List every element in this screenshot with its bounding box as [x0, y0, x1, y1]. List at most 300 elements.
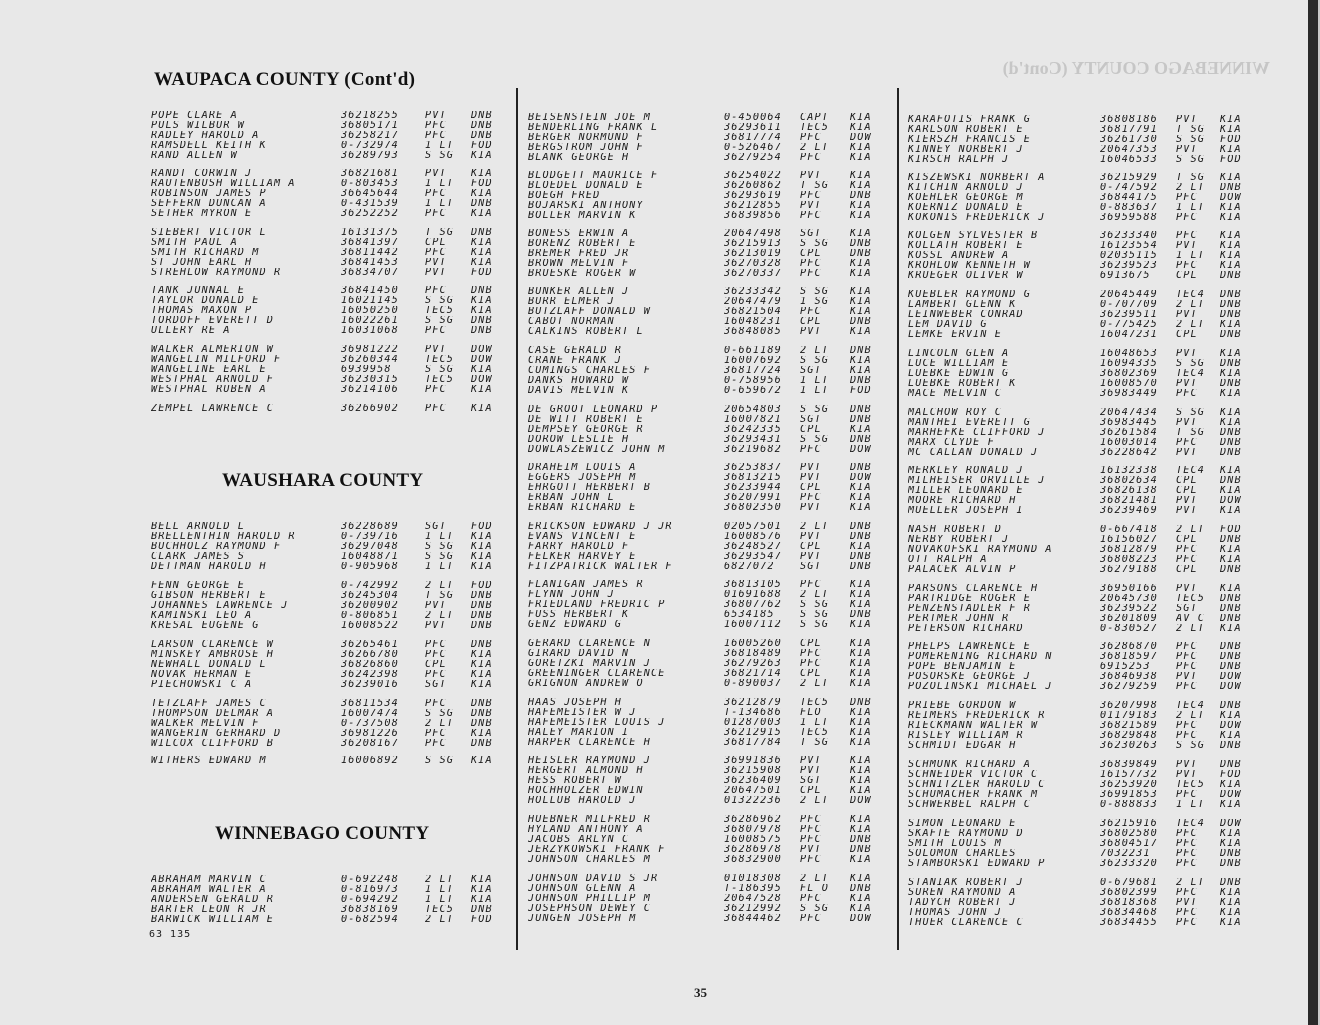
entry-service-number: 36261584 — [1100, 427, 1158, 438]
entry-service-number: 36230315 — [341, 374, 399, 385]
entry-name: DE WITT ROBERT E — [528, 414, 644, 425]
entry-status: KIA — [850, 815, 872, 825]
roster-entry — [528, 718, 882, 728]
entry-name: HALEY MARION I — [528, 727, 630, 738]
entry-status: KIA — [1220, 349, 1242, 359]
entry-status: KIA — [850, 785, 872, 796]
entry-name: POZOLINSKI MICHAEL J — [908, 681, 1053, 692]
entry-rank: PFC — [800, 834, 822, 845]
roster-entry — [151, 258, 503, 268]
entry-status: KIA — [1220, 828, 1242, 839]
entry-status: DNB — [471, 228, 493, 238]
entry-service-number: 36270328 — [724, 258, 782, 269]
entry-rank: PFC — [425, 325, 447, 336]
roster-entry — [151, 385, 503, 395]
roster-entry — [908, 486, 1252, 496]
roster-entry — [528, 317, 882, 327]
entry-rank: CPL — [800, 541, 822, 552]
entry-rank: PFC — [425, 669, 447, 680]
roster-entry — [151, 601, 503, 611]
roster-entry — [151, 562, 503, 572]
entry-service-number: 36293431 — [724, 434, 782, 445]
entry-name: LUEBKE EDWIN G — [908, 368, 1010, 379]
entry-service-number: 36279259 — [1100, 681, 1158, 692]
entry-status: KIA — [850, 113, 872, 123]
entry-service-number: 0-775425 — [1100, 319, 1158, 330]
roster-entry — [528, 894, 882, 904]
entry-service-number: 36812879 — [1100, 544, 1158, 555]
entry-service-number: 36207991 — [724, 492, 782, 503]
entry-status: KIA — [850, 599, 872, 610]
entry-name: SIMON LEONARD E — [908, 819, 1017, 829]
entry-service-number: 36261730 — [1100, 134, 1158, 145]
entry-status: DNB — [1220, 427, 1242, 438]
entry-service-number: 36804517 — [1100, 838, 1158, 849]
entry-status: DOW — [1220, 671, 1242, 682]
roster-entry — [528, 874, 882, 884]
entry-service-number: 16131375 — [341, 228, 399, 238]
entry-status: DNB — [850, 405, 872, 415]
entry-name: STANIAK ROBERT J — [908, 878, 1024, 888]
entry-name: BROWN MELVIN F — [528, 258, 630, 269]
roster-entry — [151, 326, 503, 336]
entry-status: DNB — [850, 190, 872, 201]
roster-entry — [908, 231, 1252, 241]
roster-entry — [151, 542, 503, 552]
entry-service-number: 36841453 — [341, 257, 399, 268]
entry-status: KIA — [1220, 231, 1242, 241]
entry-status: DOW — [1220, 681, 1242, 692]
roster-entry — [528, 473, 882, 483]
entry-name: SCHNEIDER VICTOR C — [908, 769, 1039, 780]
entry-service-number: 36215916 — [1100, 819, 1158, 829]
entry-service-number: 36807762 — [724, 599, 782, 610]
entry-service-number: 36266780 — [341, 649, 399, 660]
entry-status: DNB — [471, 286, 493, 296]
entry-status: DNB — [850, 316, 872, 327]
entry-name: WESTPHAL RUBEN A — [151, 384, 267, 395]
entry-status: DNB — [1220, 534, 1242, 545]
entry-rank: S SG — [1176, 154, 1205, 165]
entry-status: KIA — [850, 824, 872, 835]
entry-status: KIA — [1220, 779, 1242, 790]
entry-status: KIA — [1220, 907, 1242, 918]
entry-status: KIA — [1220, 505, 1242, 516]
roster-entry — [151, 316, 503, 326]
roster-entry — [528, 493, 882, 503]
entry-group — [908, 584, 1252, 633]
entry-status: DNB — [850, 531, 872, 542]
entry-rank: PFC — [1176, 789, 1198, 800]
entry-service-number: 36286978 — [724, 844, 782, 855]
roster-entry — [528, 249, 882, 259]
roster-entry — [528, 835, 882, 845]
roster-entry — [908, 261, 1252, 271]
entry-service-number: 36293619 — [724, 190, 782, 201]
entry-rank: SGT — [1176, 603, 1198, 614]
roster-entry — [151, 179, 503, 189]
entry-service-number: 36208167 — [341, 738, 399, 749]
entry-status: KIA — [471, 237, 493, 248]
roster-entry — [151, 719, 503, 729]
entry-service-number: 16005260 — [724, 639, 782, 649]
roster-entry — [528, 659, 882, 669]
entry-status: KIA — [471, 404, 493, 414]
entry-service-number: 36821589 — [1100, 720, 1158, 731]
entry-rank: PVT — [800, 756, 822, 766]
entry-service-number: 6827072 — [724, 561, 775, 572]
roster-entry — [528, 610, 882, 620]
roster-entry — [151, 111, 503, 121]
entry-group — [528, 874, 882, 923]
entry-group — [528, 463, 882, 512]
entry-service-number: 36233944 — [724, 482, 782, 493]
entry-name: POSORSKE GEORGE J — [908, 671, 1031, 682]
entry-rank: PFC — [1176, 858, 1198, 869]
entry-rank: 1 SG — [800, 296, 829, 307]
roster-entry — [908, 898, 1252, 908]
entry-rank: 2 LT — [800, 346, 829, 356]
entry-rank: 2 LT — [800, 874, 829, 884]
entry-rank: PFC — [800, 913, 822, 924]
entry-status: DNB — [850, 463, 872, 473]
entry-status: DNB — [850, 834, 872, 845]
entry-name: HOCHHOLZER EDWIN — [528, 785, 644, 796]
entry-status: DNB — [1220, 858, 1242, 869]
entry-name: BREMER FRED JR — [528, 248, 630, 259]
entry-name: POMERENING RICHARD N — [908, 651, 1053, 662]
roster-entry — [151, 141, 503, 151]
roster-entry — [528, 669, 882, 679]
bleed-through-heading: WINNEBAGO COUNTY (Cont'd) — [1002, 58, 1270, 78]
entry-service-number: 36215908 — [724, 765, 782, 776]
entry-status: DOW — [1220, 789, 1242, 800]
entry-service-number: 36645644 — [341, 188, 399, 199]
entry-rank: S SG — [425, 364, 454, 375]
entry-rank: PVT — [800, 171, 822, 181]
roster-entry — [528, 542, 882, 552]
entry-name: NEWHALL DONALD L — [151, 659, 267, 670]
entry-rank: 2 LT — [1176, 878, 1205, 888]
entry-rank: PFC — [800, 306, 822, 317]
roster-entry — [528, 239, 882, 249]
entry-service-number: 36212992 — [724, 903, 782, 914]
entry-name: HESS ROBERT W — [528, 775, 623, 786]
entry-service-number: 16047231 — [1100, 329, 1158, 340]
entry-group — [528, 815, 882, 864]
roster-entry — [151, 121, 503, 131]
roster-entry — [908, 888, 1252, 898]
entry-name: HUEBNER MILFRED R — [528, 815, 651, 825]
entry-name: ANDERSEN GERALD R — [151, 894, 274, 905]
roster-entry — [908, 918, 1252, 928]
entry-status: KIA — [850, 229, 872, 239]
entry-service-number: 0-526467 — [724, 142, 782, 153]
entry-status: KIA — [1220, 554, 1242, 565]
entry-name: REIMERS FREDERICK R — [908, 710, 1046, 721]
entry-service-number: 36254022 — [724, 171, 782, 181]
entry-name: KOERNIZ DONALD E — [908, 202, 1024, 213]
roster-entry — [908, 135, 1252, 145]
roster-entry — [151, 248, 503, 258]
entry-name: ROBINSON JAMES P — [151, 188, 267, 199]
entry-name: KOLGEN SYLVESTER B — [908, 231, 1039, 241]
entry-rank: PFC — [800, 444, 822, 455]
roster-entry — [908, 565, 1252, 575]
roster-entry — [528, 738, 882, 748]
entry-name: BORENZ ROBERT E — [528, 238, 637, 249]
entry-status: KIA — [1220, 202, 1242, 213]
entry-status: DNB — [471, 325, 493, 336]
roster-entry — [528, 297, 882, 307]
entry-name: NOVAK HERMAN E — [151, 669, 253, 680]
entry-service-number: 36811442 — [341, 247, 399, 258]
entry-rank: CPL — [1176, 485, 1198, 496]
entry-rank: S SG — [800, 287, 829, 297]
roster-entry — [151, 522, 503, 532]
entry-group — [151, 522, 503, 571]
entry-rank: 2 LT — [425, 718, 454, 729]
entry-name: JACOBS ARLYN C — [528, 834, 630, 845]
entry-name: KITCHIN ARNOLD J — [908, 182, 1024, 193]
entry-rank: PVT — [800, 844, 822, 855]
entry-rank: CPL — [800, 668, 822, 679]
entry-rank: TEC5 — [425, 374, 454, 385]
entry-rank: CPL — [425, 237, 447, 248]
roster-entry — [528, 346, 882, 356]
entry-status: DNB — [471, 198, 493, 209]
entry-name: PALACEK ALVIN P — [908, 564, 1017, 575]
entry-rank: FLO — [800, 707, 822, 718]
entry-status: KIA — [850, 296, 872, 307]
entry-rank: PFC — [800, 580, 822, 590]
entry-rank: 1 LT — [800, 717, 829, 728]
roster-entry — [528, 532, 882, 542]
entry-rank: TEC4 — [1176, 466, 1205, 476]
entry-name: FRIEDLAND FREDRIC P — [528, 599, 666, 610]
entry-status: DNB — [471, 130, 493, 141]
entry-group — [528, 522, 882, 571]
entry-status: DOW — [850, 795, 872, 806]
entry-status: KIA — [471, 257, 493, 268]
entry-rank: PFC — [425, 728, 447, 739]
entry-service-number: T-134686 — [724, 707, 782, 718]
entry-service-number: 16048231 — [724, 316, 782, 327]
entry-rank: PVT — [1176, 584, 1198, 594]
entry-service-number: 0-888833 — [1100, 799, 1158, 810]
entry-rank: 2 LT — [425, 581, 454, 591]
entry-service-number: 36293611 — [724, 122, 782, 133]
entry-rank: PVT — [1176, 378, 1198, 389]
entry-rank: PVT — [1176, 447, 1198, 458]
entry-name: BOEGH FRED — [528, 190, 601, 201]
entry-service-number: 16048653 — [1100, 349, 1158, 359]
entry-name: THUER CLARENCE C — [908, 917, 1024, 928]
entry-rank: CPL — [800, 316, 822, 327]
entry-name: MARHEFKE CLIFFORD J — [908, 427, 1046, 438]
roster-entry — [908, 662, 1252, 672]
entry-service-number: 36212879 — [724, 698, 782, 708]
entry-rank: PVT — [425, 169, 447, 179]
entry-status: DOW — [850, 472, 872, 483]
entry-service-number: 36253920 — [1100, 779, 1158, 790]
entry-rank: PVT — [800, 326, 822, 337]
entry-status: KIA — [850, 502, 872, 513]
entry-name: NASH ROBERT D — [908, 525, 1003, 535]
entry-status: FOD — [1220, 154, 1242, 165]
entry-status: KIA — [1220, 897, 1242, 908]
entry-service-number: 36826138 — [1100, 485, 1158, 496]
entry-name: LINCOLN GLEN A — [908, 349, 1010, 359]
entry-rank: PFC — [1176, 554, 1198, 565]
roster-entry — [908, 193, 1252, 203]
entry-name: WANGELIN MILFORD F — [151, 354, 282, 365]
entry-rank: PVT — [800, 463, 822, 473]
roster-entry — [528, 287, 882, 297]
entry-name: ZEMPEL LAWRENCE C — [151, 404, 274, 414]
entry-service-number: 20647501 — [724, 785, 782, 796]
entry-name: BLOEDEL DONALD E — [528, 180, 644, 191]
roster-entry — [908, 115, 1252, 125]
entry-status: KIA — [1220, 250, 1242, 261]
entry-rank: 1 LT — [425, 198, 454, 209]
footer-code: 63 135 — [149, 929, 192, 940]
roster-entry — [528, 435, 882, 445]
roster-entry — [151, 885, 503, 895]
entry-rank: PFC — [800, 190, 822, 201]
entry-service-number: 0-803453 — [341, 178, 399, 189]
entry-name: RAUTENBUSH WILLIAM A — [151, 178, 296, 189]
entry-service-number: 36839856 — [724, 210, 782, 221]
entry-name: JOHNSON CHARLES M — [528, 854, 651, 865]
entry-rank: PVT — [1176, 505, 1198, 516]
entry-service-number: 0-667418 — [1100, 525, 1158, 535]
entry-rank: CPL — [1176, 534, 1198, 545]
roster-entry — [908, 741, 1252, 751]
entry-status: KIA — [1220, 838, 1242, 849]
entry-group — [908, 115, 1252, 164]
roster-entry — [908, 389, 1252, 399]
entry-service-number: 20647498 — [724, 229, 782, 239]
entry-service-number: 36207998 — [1100, 701, 1158, 711]
roster-entry — [151, 365, 503, 375]
column-divider-right — [897, 88, 899, 950]
entry-name: KISZEWSKI NORBERT A — [908, 173, 1046, 183]
entry-name: MERKLEY RONALD J — [908, 466, 1024, 476]
entry-name: GRIGNON ANDREW O — [528, 678, 644, 689]
entry-rank: SGT — [800, 775, 822, 786]
entry-status: FOD — [471, 140, 493, 151]
entry-name: BARTER LEON R JR — [151, 904, 267, 915]
entry-rank: SGT — [800, 365, 822, 376]
entry-rank: 2 LT — [800, 795, 829, 806]
entry-rank: PVT — [800, 472, 822, 483]
entry-rank: 2 LT — [800, 678, 829, 689]
entry-name: SOLOMON CHARLES — [908, 848, 1017, 859]
entry-service-number: 36846938 — [1100, 671, 1158, 682]
entry-name: BLANK GEORGE H — [528, 152, 630, 163]
entry-status: DOW — [850, 913, 872, 924]
roster-entry — [151, 680, 503, 690]
roster-entry — [528, 376, 882, 386]
entry-rank: PVT — [1176, 417, 1198, 428]
entry-status: FOD — [1220, 134, 1242, 145]
entry-status: KIA — [471, 659, 493, 670]
entry-service-number: 0-732974 — [341, 140, 399, 151]
entry-status: DNB — [850, 238, 872, 249]
entry-rank: PFC — [1176, 192, 1198, 203]
entry-rank: S SG — [800, 599, 829, 610]
entry-rank: PFC — [1176, 907, 1198, 918]
entry-status: DOW — [1220, 720, 1242, 731]
entry-rank: PVT — [800, 502, 822, 513]
entry-status: DNB — [471, 111, 493, 121]
entry-name: BLODGETT MAURICE F — [528, 171, 659, 181]
entry-rank: TEC5 — [1176, 779, 1205, 790]
roster-entry — [528, 327, 882, 337]
entry-status: DNB — [850, 375, 872, 386]
roster-entry — [528, 113, 882, 123]
entry-rank: PVT — [425, 620, 447, 631]
entry-name: LARSON CLARENCE W — [151, 640, 274, 650]
roster-entry — [908, 408, 1252, 418]
entry-service-number: 36950166 — [1100, 584, 1158, 594]
entry-name: LAMBERT GLENN K — [908, 299, 1017, 310]
entry-status: KIA — [1220, 417, 1242, 428]
entry-rank: CAPT — [800, 113, 829, 123]
entry-name: FARRY HAROLD F — [528, 541, 630, 552]
entry-name: RAND ALLEN W — [151, 150, 238, 161]
entry-rank: TEC5 — [425, 305, 454, 316]
entry-status: DOW — [471, 374, 493, 385]
entry-name: TAYLOR DONALD E — [151, 295, 260, 306]
entry-group — [908, 525, 1252, 574]
roster-entry — [528, 620, 882, 630]
entry-status: DNB — [850, 844, 872, 855]
roster-entry — [908, 300, 1252, 310]
entry-service-number: 36959588 — [1100, 212, 1158, 223]
entry-name: DAVIS MELVIN K — [528, 385, 630, 396]
entry-name: KRESAL EUGENE G — [151, 620, 260, 631]
roster-entry — [908, 241, 1252, 251]
entry-status: FOD — [850, 385, 872, 396]
entry-service-number: 0-661189 — [724, 346, 782, 356]
entry-name: PARSONS CLARENCE H — [908, 584, 1039, 594]
roster-entry — [151, 169, 503, 179]
entry-name: TADYCH ROBERT J — [908, 897, 1017, 908]
entry-status: KIA — [1220, 466, 1242, 476]
entry-status: DNB — [850, 609, 872, 620]
roster-entry — [528, 649, 882, 659]
entry-rank: 1 LT — [425, 140, 454, 151]
roster-entry — [908, 849, 1252, 859]
entry-status: KIA — [471, 208, 493, 219]
entry-service-number: 36242398 — [341, 669, 399, 680]
entry-status: DNB — [1220, 651, 1242, 662]
entry-service-number: 20647528 — [724, 893, 782, 904]
entry-service-number: 36834707 — [341, 267, 399, 278]
entry-name: JUNGEN JOSEPH M — [528, 913, 637, 924]
entry-status: DNB — [1220, 290, 1242, 300]
entry-name: THOMAS MAXON P — [151, 305, 253, 316]
entry-service-number: 36802580 — [1100, 828, 1158, 839]
entry-service-number: 0-806851 — [341, 610, 399, 621]
entry-name: ERBAN JOHN L — [528, 492, 615, 503]
entry-status: DNB — [1220, 475, 1242, 486]
entry-service-number: 36233342 — [724, 287, 782, 297]
entry-rank: 2 LT — [1176, 299, 1205, 310]
entry-status: DNB — [471, 610, 493, 621]
